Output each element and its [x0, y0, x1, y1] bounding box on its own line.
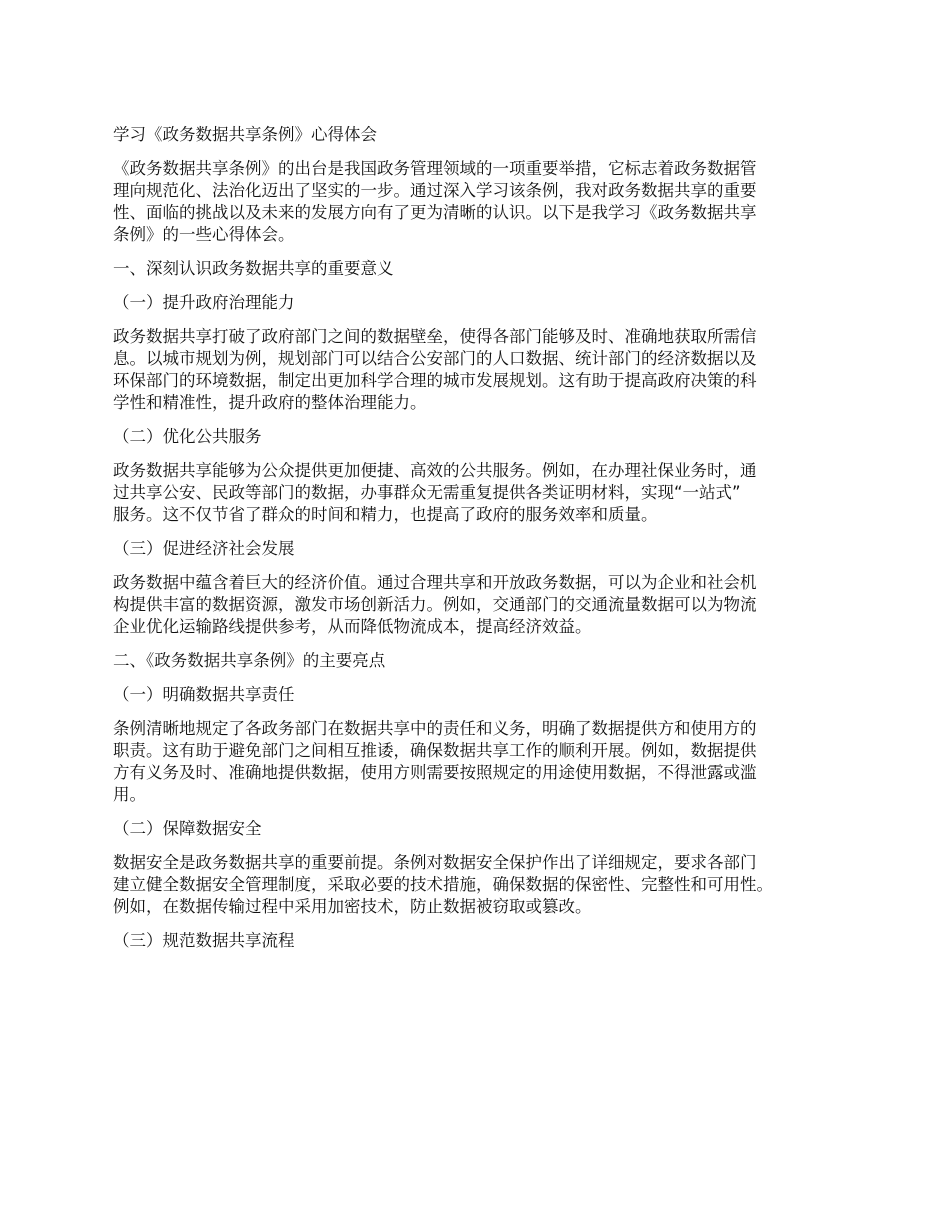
subsection-heading: （一）明确数据共享责任 [113, 685, 295, 704]
text-line: 用。 [113, 785, 146, 804]
text-line: 条例清晰地规定了各政务部门在数据共享中的责任和义务，明确了数据提供方和使用方的 [113, 719, 757, 738]
text-line: 构提供丰富的数据资源，激发市场创新活力。例如，交通部门的交通流量数据可以为物流 [113, 595, 757, 614]
text-line: 政务数据共享打破了政府部门之间的数据壁垒，使得各部门能够及时、准确地获取所需信 [113, 327, 757, 346]
document-title: 学习《政务数据共享条例》心得体会 [113, 125, 377, 144]
text-line: 政务数据中蕴含着巨大的经济价值。通过合理共享和开放政务数据，可以为企业和社会机 [113, 573, 757, 592]
text-line: 条例》的一些心得体会。 [113, 225, 295, 244]
body-paragraph [113, 460, 850, 526]
text-line: 职责。这有助于避免部门之间相互推诿，确保数据共享工作的顺利开展。例如，数据提供 [113, 741, 757, 760]
subsection-heading: （二）保障数据安全 [113, 819, 262, 838]
text-line: 服务。这不仅节省了群众的时间和精力，也提高了政府的服务效率和质量。 [113, 505, 658, 524]
section-heading: 二、《政务数据共享条例》的主要亮点 [113, 651, 386, 670]
body-paragraph [113, 326, 850, 414]
section-heading: 一、深刻认识政务数据共享的重要意义 [113, 259, 394, 278]
subsection-heading: （三）促进经济社会发展 [113, 539, 295, 558]
text-line: 企业优化运输路线提供参考，从而降低物流成本，提高经济效益。 [113, 617, 592, 636]
body-paragraph [113, 572, 850, 638]
text-line: 《政务数据共享条例》的出台是我国政务管理领域的一项重要举措，它标志着政务数据管 [113, 159, 757, 178]
text-line: 学性和精准性，提升政府的整体治理能力。 [113, 393, 427, 412]
text-line: 建立健全数据安全管理制度，采取必要的技术措施，确保数据的保密性、完整性和可用性。 [113, 875, 773, 894]
text-line: 息。以城市规划为例，规划部门可以结合公安部门的人口数据、统计部门的经济数据以及 [113, 349, 757, 368]
text-line: 过共享公安、民政等部门的数据，办事群众无需重复提供各类证明材料，实现“一站式” [113, 483, 741, 502]
text-line: 性、面临的挑战以及未来的发展方向有了更为清晰的认识。以下是我学习《政务数据共享 [113, 203, 757, 222]
text-line: 理向规范化、法治化迈出了坚实的一步。通过深入学习该条例，我对政务数据共享的重要 [113, 181, 757, 200]
text-line: 环保部门的环境数据，制定出更加科学合理的城市发展规划。这有助于提高政府决策的科 [113, 371, 757, 390]
text-line: 方有义务及时、准确地提供数据，使用方则需要按照规定的用途使用数据，不得泄露或滥 [113, 763, 757, 782]
subsection-heading: （一）提升政府治理能力 [113, 293, 295, 312]
text-line: 例如，在数据传输过程中采用加密技术，防止数据被窃取或篡改。 [113, 897, 592, 916]
document-page [113, 124, 850, 964]
subsection-heading: （二）优化公共服务 [113, 427, 262, 446]
subsection-heading: （三）规范数据共享流程 [113, 931, 295, 950]
intro-paragraph [113, 158, 850, 246]
text-line: 政务数据共享能够为公众提供更加便捷、高效的公共服务。例如，在办理社保业务时，通 [113, 461, 757, 480]
text-line: 数据安全是政务数据共享的重要前提。条例对数据安全保护作出了详细规定，要求各部门 [113, 853, 757, 872]
body-paragraph [113, 718, 850, 806]
body-paragraph [113, 852, 850, 918]
